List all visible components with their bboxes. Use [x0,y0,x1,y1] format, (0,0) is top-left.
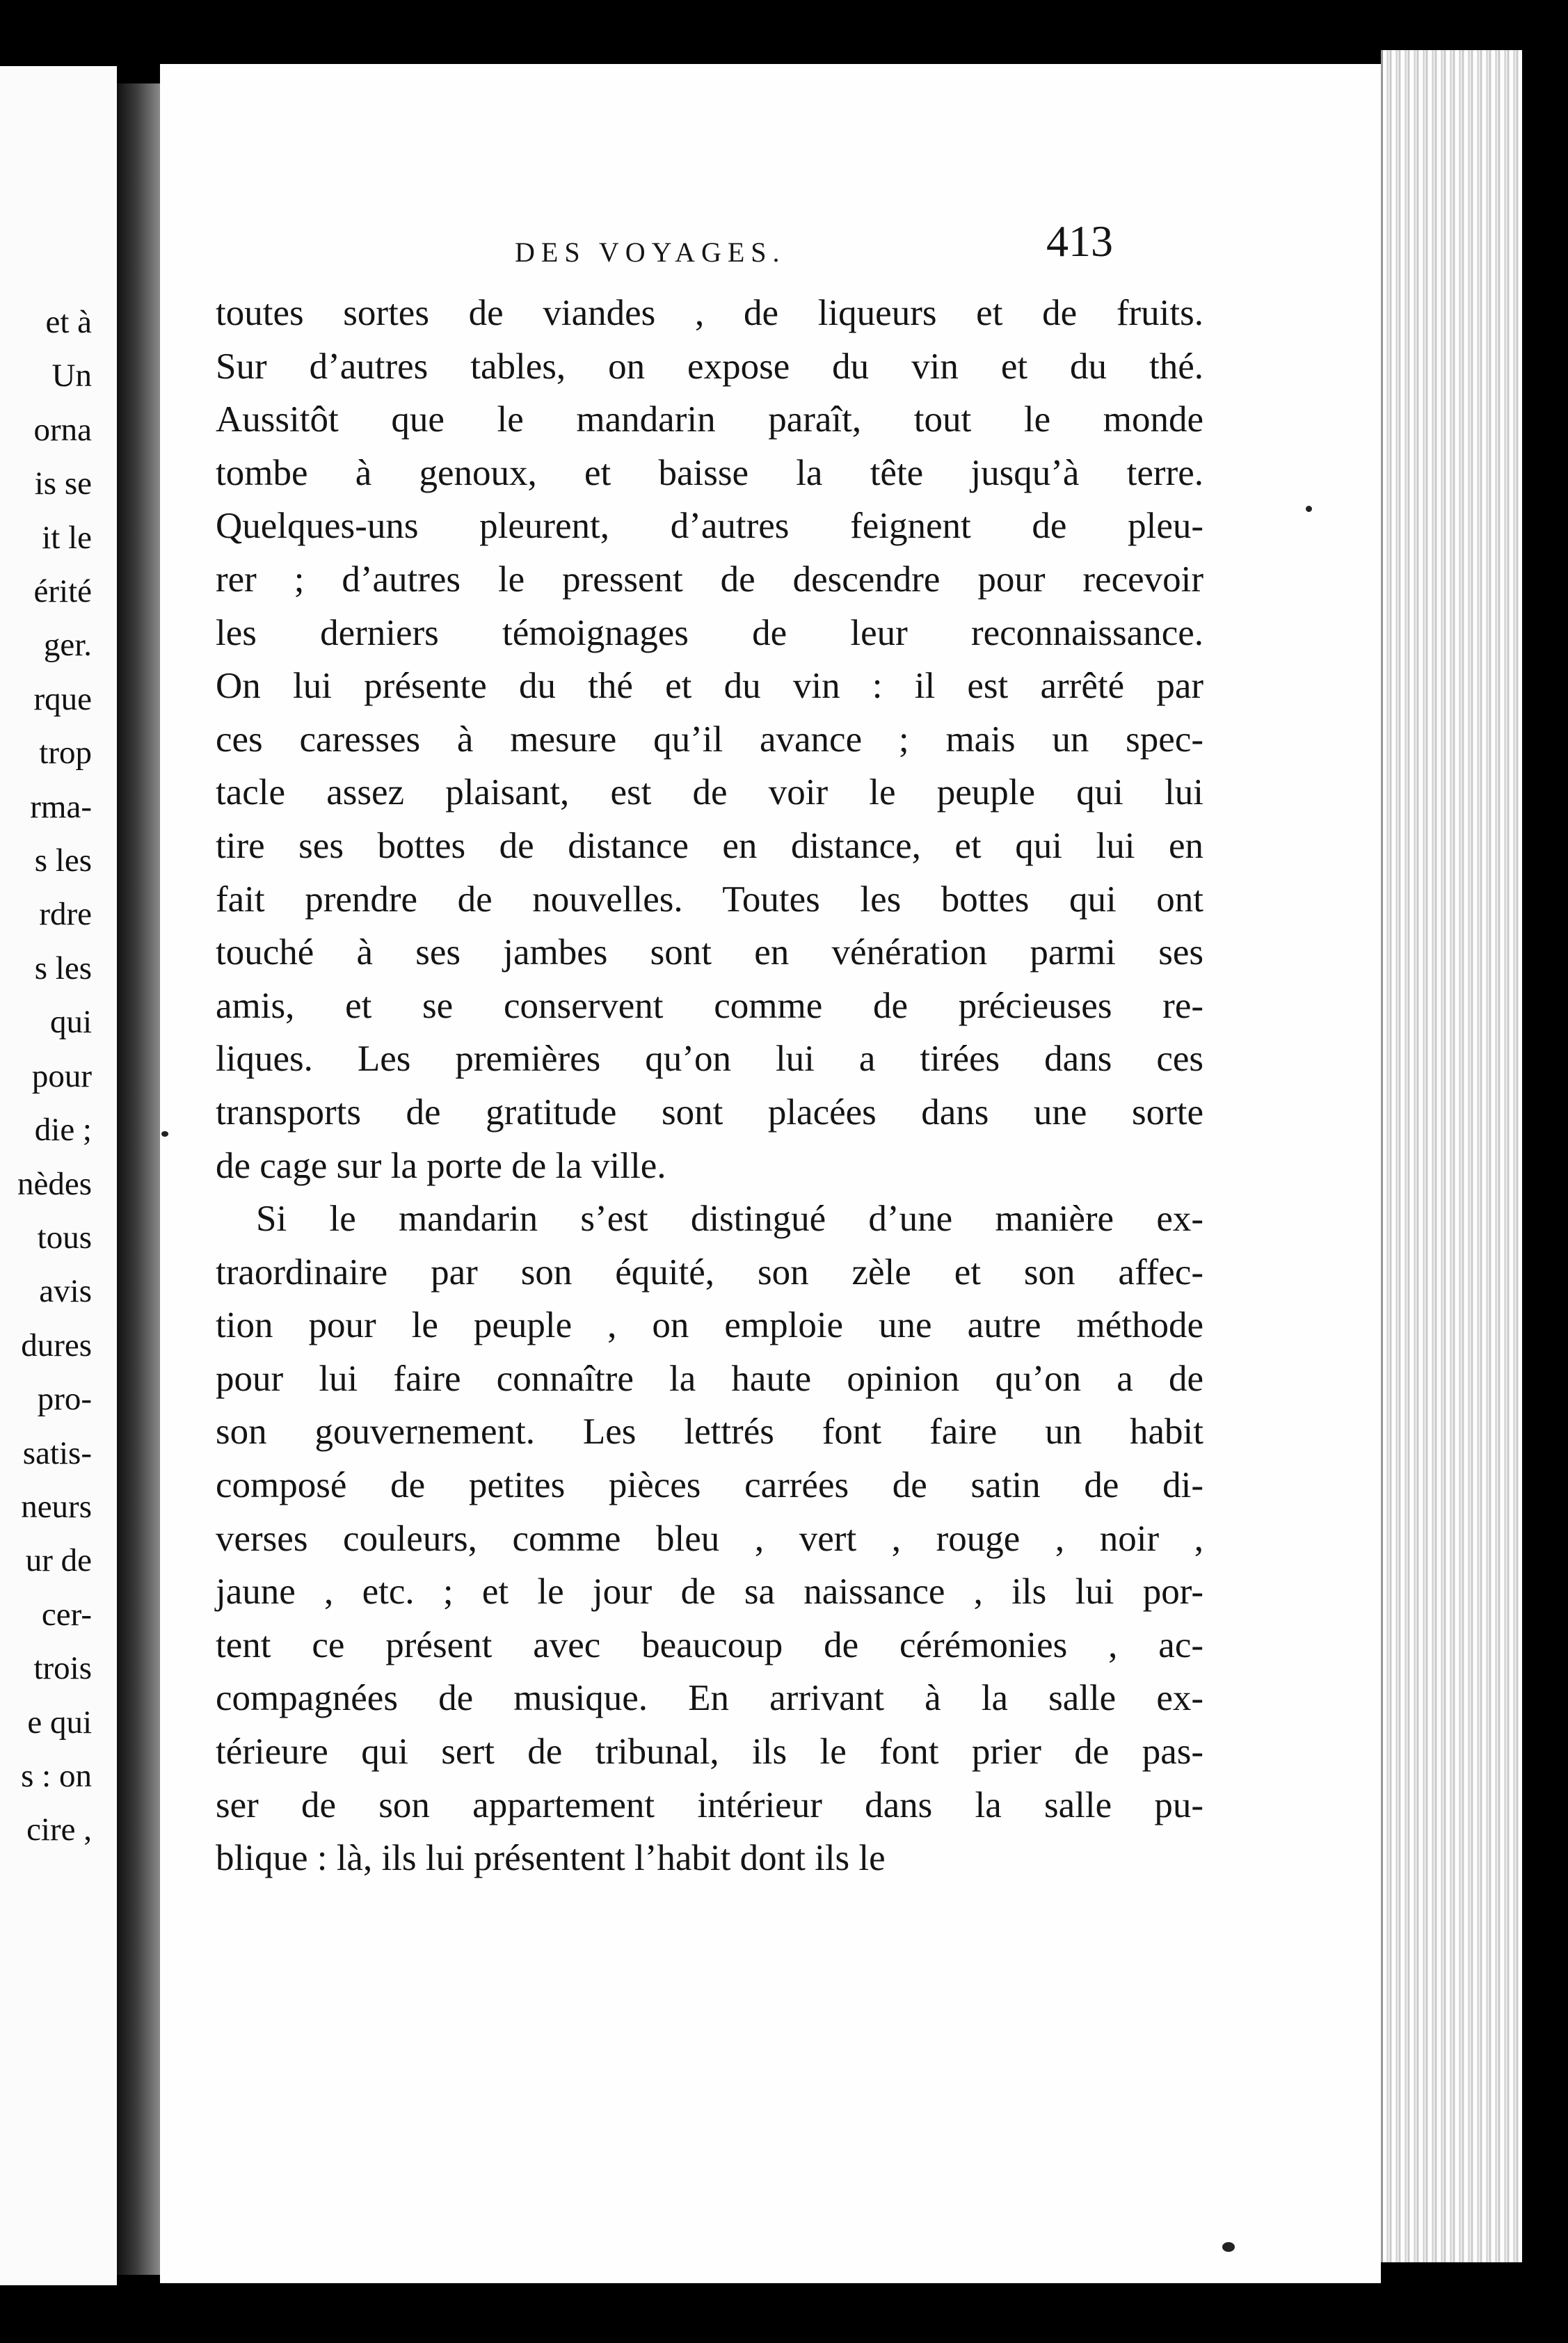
text-line: tacle assez plaisant, est de voir le peuple qui lui [216,772,1203,813]
text-line: son gouvernement. Les lettrés font faire un habit [216,1412,1203,1453]
left-page-line: cire , [26,1812,92,1848]
text-line: tion pour le peuple , on emploie une autre méthode [216,1305,1203,1346]
left-page-line: tous [37,1219,92,1256]
left-page-line: avis [39,1273,92,1310]
left-page-line: rque [33,680,92,717]
text-line: touché à ses jambes sont en vénération parmi ses [216,932,1203,973]
left-page-line: die ; [34,1112,92,1149]
left-page-line: rma- [30,788,92,825]
text-line: toutes sortes de viandes , de liqueurs et de fruits. [216,293,1203,333]
ink-speck [1306,506,1312,512]
page-number: 413 [1046,216,1113,266]
text-line: tombe à genoux, et baisse la tête jusqu’à terre. [216,452,1203,493]
text-line: Sur d’autres tables, on expose du vin et du thé. [216,346,1203,387]
left-page-line: trois [33,1650,92,1687]
text-line: jaune , etc. ; et le jour de sa naissance , ils lui por- [216,1572,1203,1613]
text-line: composé de petites pièces carrées de satin de di- [216,1465,1203,1506]
left-page-line: satis- [22,1434,92,1471]
text-line: ces caresses à mesure qu’il avance ; mais un spec- [216,719,1203,760]
left-page [0,66,117,2285]
text-line: pour lui faire connaître la haute opinion qu’on a de [216,1358,1203,1399]
left-page-line: dures [21,1327,92,1364]
left-page-line: s les [34,950,92,986]
text-line: Quelques-uns pleurent, d’autres feignent de pleu- [216,506,1203,547]
left-page-line: e qui [27,1704,92,1741]
ink-speck [161,1131,168,1137]
text-line: transports de gratitude sont placées dans une sorte [216,1091,1203,1133]
page-edges [1381,50,1522,2262]
text-line: de cage sur la porte de la ville. [216,1145,666,1186]
text-line: tent ce présent avec beaucoup de cérémonies , ac- [216,1624,1203,1665]
text-line: les derniers témoignages de leur reconnaissance. [216,612,1203,653]
left-page-line: Un [51,358,92,394]
left-page-line: s : on [21,1757,92,1794]
right-page [160,64,1381,2283]
text-line: compagnées de musique. En arrivant à la salle ex- [216,1678,1203,1719]
text-line: amis, et se conservent comme de précieuses re- [216,985,1203,1026]
left-page-line: is se [34,465,92,502]
text-line: On lui présente du thé et du vin : il est arrêté par [216,666,1203,707]
body-text [216,287,1203,1885]
left-page-line: rdre [39,896,92,933]
gutter-shadow [117,83,160,2275]
left-page-line: orna [33,411,92,448]
text-line: fait prendre de nouvelles. Toutes les bottes qui ont [216,879,1203,920]
text-line: traordinaire par son équité, son zèle et son affec- [216,1252,1203,1293]
text-line: verses couleurs, comme bleu , vert , rouge , noir , [216,1518,1203,1559]
left-page-line: qui [49,1004,92,1041]
text-line: blique : là, ils lui présentent l’habit dont ils le [216,1838,886,1879]
running-head: DES VOYAGES. [515,237,786,268]
left-page-line: pro- [37,1381,92,1418]
left-page-line: cer- [41,1596,92,1633]
text-line: térieure qui sert de tribunal, ils le font prier de pas- [216,1732,1203,1773]
left-page-line: trop [39,735,92,771]
left-page-line: s les [34,842,92,879]
text-line: Aussitôt que le mandarin paraît, tout le monde [216,399,1203,440]
left-page-line: ur de [25,1542,92,1579]
text-line: tire ses bottes de distance en distance, et qui lui en [216,825,1203,866]
left-page-text [17,296,92,1857]
left-page-line: it le [42,519,92,556]
left-page-line: ger. [43,627,92,664]
left-page-line: pour [31,1057,92,1094]
text-line: ser de son appartement intérieur dans la salle pu- [216,1784,1203,1825]
text-line: rer ; d’autres le pressent de descendre pour recevoir [216,559,1203,600]
left-page-line: érité [33,573,92,610]
text-line: liques. Les premières qu’on lui a tirées dans ces [216,1039,1203,1080]
ink-speck [1222,2242,1235,2252]
left-page-line: et à [45,304,92,340]
left-page-line: neurs [21,1488,92,1525]
left-page-line: nèdes [17,1165,92,1202]
text-line: Si le mandarin s’est distingué d’une manière ex- [256,1199,1203,1240]
